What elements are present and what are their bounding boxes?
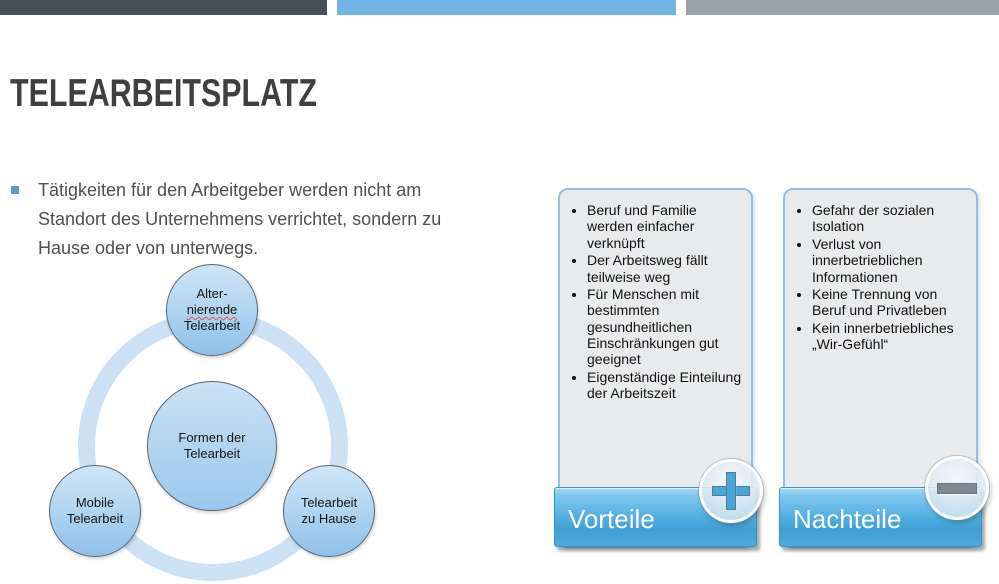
list-item: • Keine Trennung von Beruf und Privatleben [812,286,970,319]
list-item: • Beruf und Familie werden einfacher verknüpft [587,202,745,251]
advantages-bar-label: Vorteile [568,503,655,534]
disadvantages-list [795,202,970,352]
topbar-segment-blue [337,0,676,15]
page-title: TELEARBEITSPLATZ [10,72,318,115]
intro-text: Tätigkeiten für den Arbeitgeber werden nicht am Standort des Unternehmens verrichtet, sondern zu Hause oder von unterwegs. [38,180,442,258]
list-item: • Kein innerbetriebliches „Wir-Gefühl“ [812,320,970,353]
alternating-line1: Alter- [196,285,228,301]
diagram-circle-mobile [49,465,141,557]
diagram-circle-alternating-label [176,286,248,335]
disadvantages-badge [925,456,989,520]
list-item: • Eigenständige Einteilung der Arbeitszeit [587,369,745,402]
topbar-segment-gray [686,0,999,15]
list-item: • Verlust von innerbetrieblichen Informationen [812,236,970,285]
topbar-segment-dark [0,0,327,15]
minus-icon [938,484,976,493]
diagram-home-label: Telearbeit zu Hause [300,494,358,526]
list-item: • Der Arbeitsweg fällt teilweise weg [587,252,745,285]
advantages-badge [699,459,763,523]
diagram-circle-home [283,465,375,557]
disadvantages-bar-label: Nachteile [793,503,902,534]
diagram-mobile-label: Mobile Telearbeit [66,494,124,526]
list-item: • Gefahr der sozialen Isolation [812,202,970,235]
alternating-line2: nierende [186,301,238,317]
diagram-circle-alternating [166,264,258,356]
advantages-list [570,202,745,402]
diagram-center-label: Formen der Telearbeit [178,429,246,461]
alternating-line3: Telearbeit [183,318,241,334]
bullet-square [11,186,19,194]
diagram-circle-center [147,381,277,511]
list-item: • Für Menschen mit bestimmten gesundheitlichen Einschränkungen gut geeignet [587,286,745,368]
plus-icon [713,473,749,509]
